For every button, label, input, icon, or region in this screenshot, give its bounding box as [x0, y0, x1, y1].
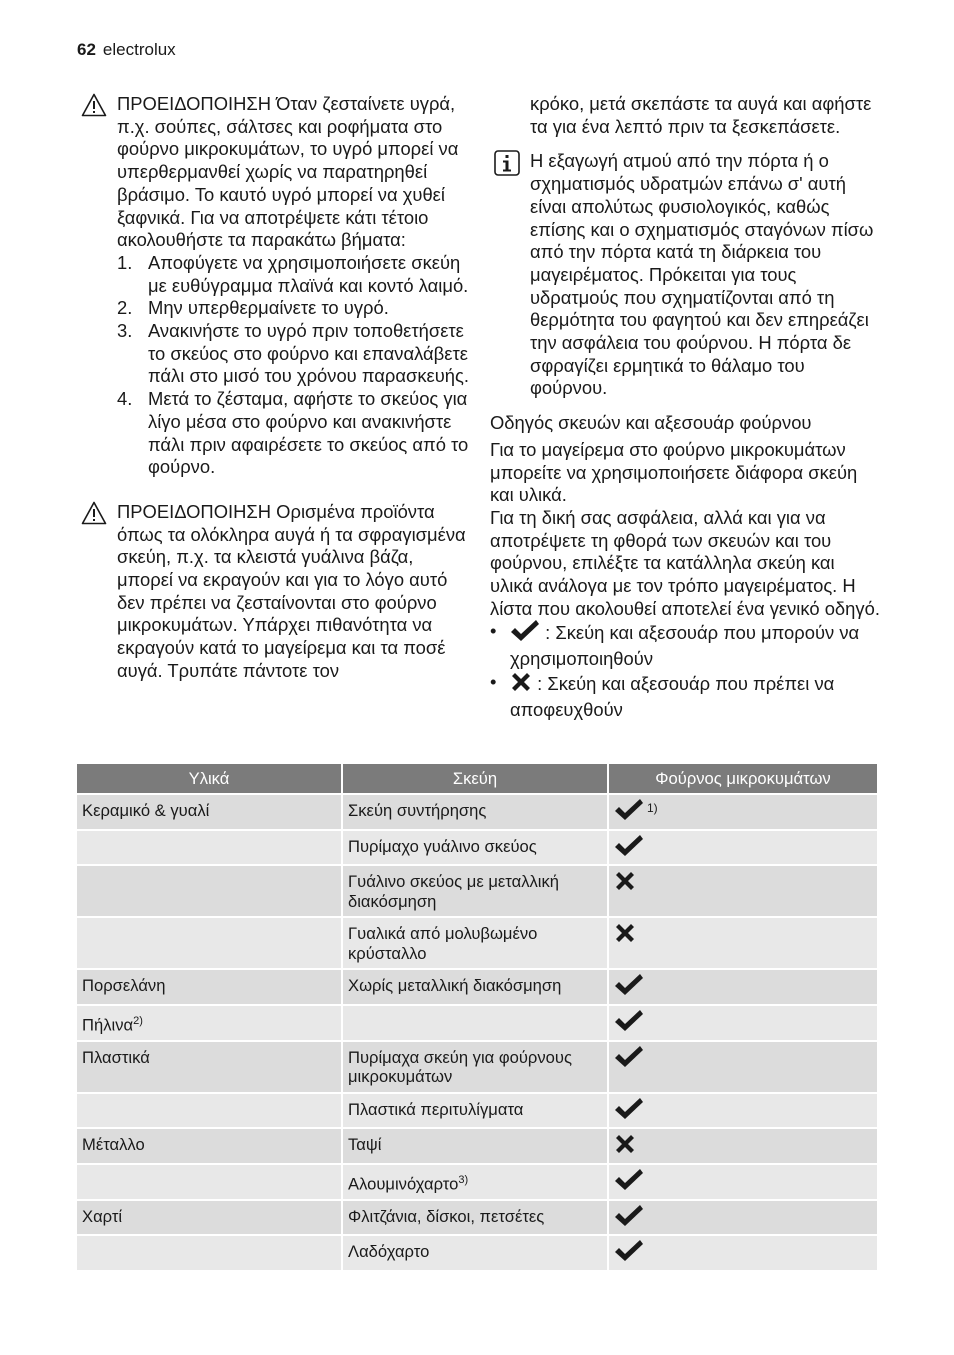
table-header-row: [77, 764, 877, 794]
cell-microwave: [608, 1128, 877, 1164]
info-block: [490, 150, 880, 400]
continuation-text: κρόκο, μετά σκεπάστε τα αυγά και αφήστε τα για ένα λεπτό πριν τα ξεσκεπάσετε.: [530, 93, 872, 137]
cell-cookware: [342, 1041, 608, 1093]
cross-icon: [614, 1133, 636, 1160]
material-text: Πορσελάνη: [82, 976, 166, 995]
table-row: [77, 1005, 877, 1041]
cell-cookware: [342, 1200, 608, 1236]
step-number: 1.: [117, 251, 133, 273]
cell-material: [77, 794, 342, 830]
brand-name: electrolux: [102, 40, 176, 59]
step-number: 2.: [117, 297, 133, 319]
cookware-text: Αλουμινόχαρτο: [348, 1174, 459, 1194]
footnote-ref: 3): [458, 1173, 469, 1186]
cell-microwave: [608, 865, 877, 917]
bullet: •: [490, 670, 497, 692]
cookware-text: Ταψί: [348, 1135, 382, 1155]
step-number: 3.: [117, 320, 133, 342]
warning-1-body: Όταν ζεσταίνετε υγρά, π.χ. σούπες, σάλτσες και ροφήματα στο φούρνο μικροκυμάτων, το υγρό μπορεί να υπερθερμανθεί χωρίς να παρατηρηθεί βράσιμο. Το καυτό υγρό μπορεί να χυθεί ξαφνικά. Για να αποτρέψετε κάτι τέτοιο ακολουθήστε τα παρακάτω βήματα:: [117, 93, 459, 251]
warning-1-text: [117, 93, 469, 252]
cell-cookware: [342, 1235, 608, 1270]
warning-block-1: [77, 93, 469, 479]
cell-material: [77, 1164, 342, 1200]
left-column: [77, 93, 469, 683]
cell-material: [77, 1093, 342, 1129]
cookware-text: Χωρίς μεταλλική διακόσμηση: [348, 976, 562, 995]
check-icon: [614, 1205, 644, 1232]
info-text: Η εξαγωγή ατμού από την πόρτα ή ο σχηματισμός υδρατμών επάνω σ' αυτή είναι απολύτως φυσιολογικός, καθώς επίσης και ο σχηματισμός σταγόνων πίσω από την πόρτα κατά τη διάρκεια του μαγειρέματος. Πρόκειται για τους υδρατμούς που σχηματίζονται από τη θερμότητα του φαγητού και δεν επηρεάζει την ασφάλεια του φούρνου. Η πόρτα δε σφραγίζει ερμητικά το θάλαμο του φούρνου.: [530, 150, 874, 399]
cookware-text: Πυρίμαχα σκεύη για φούρνους μικροκυμάτων: [348, 1047, 572, 1087]
list-item: [117, 252, 469, 297]
cell-microwave: [608, 969, 877, 1005]
cell-microwave: [608, 1005, 877, 1041]
check-icon: [614, 835, 644, 862]
cross-icon: [614, 870, 636, 897]
footnote-ref: 1): [647, 801, 658, 815]
step-text: Μην υπερθερμαίνετε το υγρό.: [148, 297, 389, 319]
warning-block-2: [77, 501, 469, 683]
check-icon: [614, 1169, 644, 1196]
cell-cookware: [342, 1164, 608, 1200]
cell-cookware: [342, 917, 608, 969]
cell-material: [77, 830, 342, 866]
page-number: 62: [77, 40, 96, 59]
check-icon: [510, 620, 540, 648]
cross-icon: [614, 922, 636, 949]
step-number: 4.: [117, 388, 133, 410]
paragraph-2: Για τη δική σας ασφάλεια, αλλά και για να αποτρέψετε τη φθορά των σκευών και του φούρνου, επιλέξτε τα κατάλληλα σκεύη και υλικά ανάλογα με τον τρόπο μαγειρέματος. Η λίστα που ακολουθεί αποτελεί ένα γενικό οδηγό.: [490, 506, 880, 619]
paragraph-1: Για το μαγείρεμα στο φούρνο μικροκυμάτων μπορείτε να χρησιμοποιήσετε διάφορα σκεύη και υλικά.: [490, 438, 858, 506]
cell-material: [77, 1128, 342, 1164]
table-row: [77, 1164, 877, 1200]
warning-1-label: ΠΡΟΕΙΔΟΠΟΙΗΣΗ: [117, 93, 272, 114]
cross-icon: [510, 671, 532, 699]
check-icon: [614, 1240, 644, 1267]
warning-2-text: [117, 501, 469, 683]
table-row: [77, 969, 877, 1005]
steps-list: [117, 252, 469, 479]
cookware-text: Γυαλικά από μολυβωμένο κρύσταλλο: [348, 924, 538, 963]
section-title: Οδηγός σκευών και αξεσουάρ φούρνου: [490, 412, 812, 434]
step-text: Ανακινήστε το υγρό πριν τοποθετήσετε το σκεύος στο φούρνο και επαναλάβετε πάλι στο μισό του χρόνου παρασκευής.: [148, 320, 470, 387]
header-microwave: Φούρνος μικροκυμάτων: [608, 764, 877, 794]
cell-cookware: [342, 865, 608, 917]
cell-material: [77, 1005, 342, 1041]
cookware-text: Φλιτζάνια, δίσκοι, πετσέτες: [348, 1206, 545, 1226]
footnote-ref: 2): [133, 1014, 143, 1027]
check-icon: [614, 974, 644, 1001]
cell-material: [77, 1200, 342, 1236]
cell-cookware: [342, 830, 608, 866]
cell-microwave: [608, 830, 877, 866]
cell-microwave: [608, 1200, 877, 1236]
legend-cross-text: : Σκεύη και αξεσουάρ που πρέπει να αποφευχθούν: [510, 672, 835, 720]
table-row: [77, 830, 877, 866]
cell-microwave: [608, 1041, 877, 1093]
table-row: [77, 794, 877, 830]
warning-triangle-icon: [81, 501, 107, 531]
cell-cookware: [342, 794, 608, 830]
legend-item-check: [490, 620, 880, 670]
step-text: Μετά το ζέσταμα, αφήστε το σκεύος για λίγο μέσα στο φούρνο και ανακινήστε πάλι πριν αφαιρέσετε το σκεύος από το φούρνο.: [148, 388, 469, 478]
check-icon: [614, 1010, 644, 1037]
table-row: [77, 1200, 877, 1236]
table-row: [77, 865, 877, 917]
warning-2-body: Ορισμένα προϊόντα όπως τα ολόκληρα αυγά ή τα σφραγισμένα σκεύη, π.χ. τα κλειστά γυάλινα βάζα, μπορεί να εκραγούν και για το λόγο αυτό δεν πρέπει να ζεσταίνονται στο φούρνο μικροκυμάτων. Υπάρχει πιθανότητα να εκραγούν κατά το μαγείρεμα και τα ποσέ αυγά. Τρυπάτε πάντοτε τον: [117, 500, 466, 681]
table-row: [77, 1041, 877, 1093]
cell-cookware: [342, 969, 608, 1005]
table-row: [77, 1235, 877, 1270]
cookware-text: Πυρίμαχο γυάλινο σκεύος: [348, 836, 537, 856]
list-item: [117, 320, 469, 388]
cell-microwave: [608, 1164, 877, 1200]
check-icon: [614, 1098, 644, 1125]
header-cookware: Σκεύη: [342, 764, 608, 794]
cookware-table: [77, 764, 877, 1270]
material-text: Πλαστικά: [82, 1047, 150, 1067]
cookware-text: Λαδόχαρτο: [348, 1242, 430, 1262]
header-materials: Υλικά: [77, 764, 342, 794]
cell-material: [77, 1041, 342, 1093]
step-text: Αποφύγετε να χρησιμοποιήσετε σκεύη με ευθύγραμμα πλαϊνά και κοντό λαιμό.: [148, 251, 469, 296]
check-icon: [614, 799, 644, 826]
list-item: [117, 297, 469, 320]
table-row: [77, 917, 877, 969]
cookware-text: Γυάλινο σκεύος με μεταλλική διακόσμηση: [348, 872, 560, 911]
legend-check-text: : Σκεύη και αξεσουάρ που μπορούν να χρησιμοποιηθούν: [510, 622, 860, 670]
cell-microwave: [608, 1093, 877, 1129]
cell-cookware: [342, 1093, 608, 1129]
material-text: Κεραμικό & γυαλί: [82, 801, 210, 820]
cookware-text: Σκεύη συντήρησης: [348, 801, 487, 820]
cell-material: [77, 917, 342, 969]
cookware-text: Πλαστικά περιτυλίγματα: [348, 1099, 524, 1119]
cell-material: [77, 969, 342, 1005]
cell-microwave: [608, 1235, 877, 1270]
list-item: [117, 388, 469, 479]
material-text: Μέταλλο: [82, 1135, 145, 1155]
bullet: •: [490, 620, 497, 642]
table-row: [77, 1128, 877, 1164]
cell-microwave: [608, 917, 877, 969]
cell-cookware: [342, 1128, 608, 1164]
material-text: Πήλινα: [82, 1015, 134, 1035]
cell-material: [77, 865, 342, 917]
page-header: [77, 40, 176, 60]
warning-2-label: ΠΡΟΕΙΔΟΠΟΙΗΣΗ: [117, 500, 272, 522]
cell-material: [77, 1235, 342, 1270]
cell-microwave: [608, 794, 877, 830]
right-column: [490, 93, 880, 721]
info-icon: [494, 150, 520, 182]
material-text: Χαρτί: [82, 1206, 123, 1226]
check-icon: [614, 1046, 644, 1073]
table-row: [77, 1093, 877, 1129]
legend-item-cross: [490, 671, 880, 721]
warning-triangle-icon: [81, 93, 107, 123]
cell-cookware: [342, 1005, 608, 1041]
